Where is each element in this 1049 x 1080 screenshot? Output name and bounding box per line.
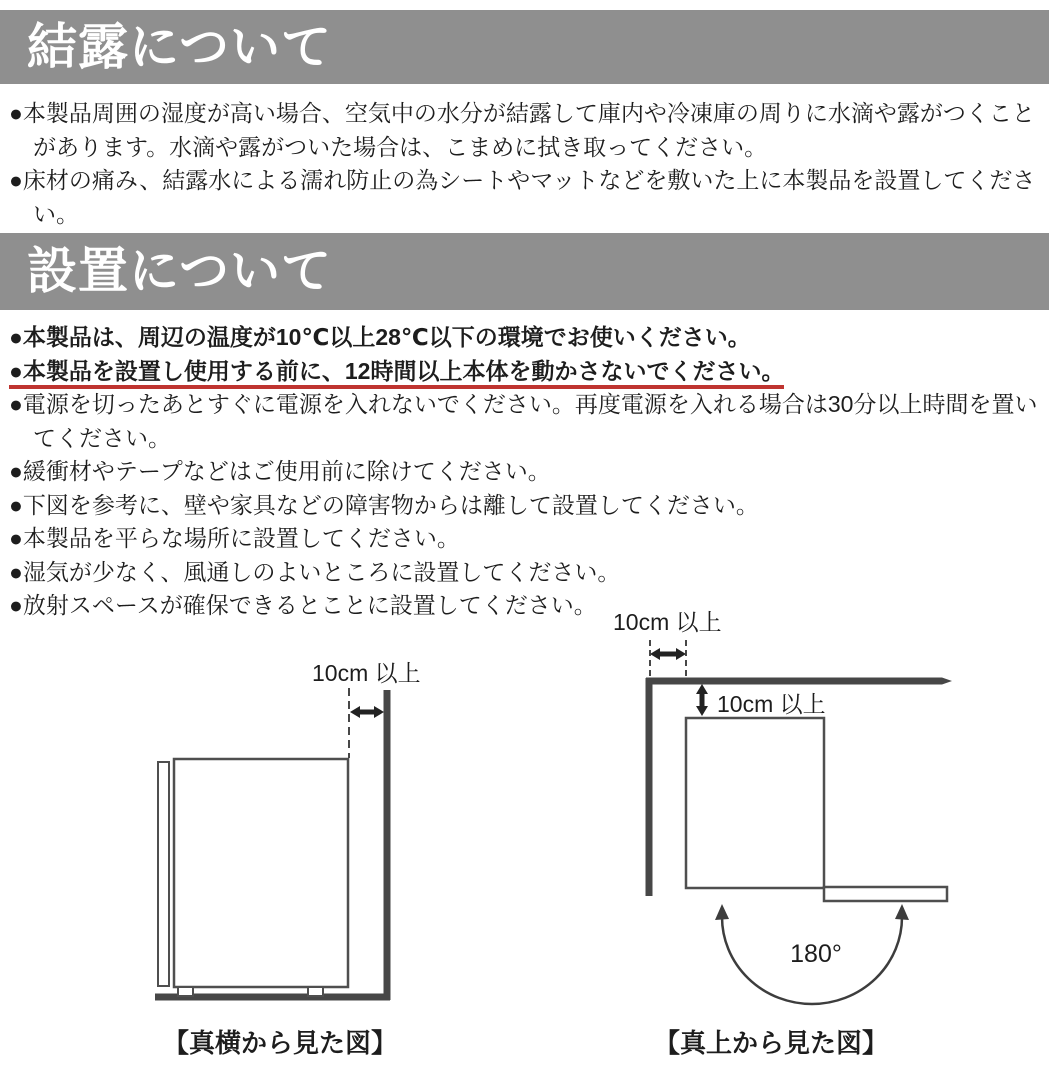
product-foot	[178, 987, 193, 996]
side-view-diagram	[138, 645, 450, 1065]
side-view-caption: 【真横から見た図】	[162, 1028, 398, 1058]
condensation-section-header	[0, 10, 1049, 84]
installation-section-header	[0, 233, 1049, 310]
arc-arrow-left	[715, 904, 729, 920]
installation-bullet: ●緩衝材やテープなどはご使用前に除けてください。	[9, 458, 551, 484]
installation-bullet-red-underlined	[9, 355, 1043, 389]
top-clearance-label: 10cm 以上	[613, 609, 722, 635]
installation-section-title: 設置について	[27, 243, 332, 299]
condensation-bullet: ●床材の痛み、結露水による濡れ防止の為シートやマットなどを敷いた上に本製品を設置してください。	[9, 167, 1036, 227]
installation-bullet: ●本製品を平らな場所に設置してください。	[9, 525, 460, 551]
back-clearance-label: 10cm 以上	[717, 691, 826, 717]
installation-bullet: ●電源を切ったあとすぐに電源を入れないでください。再度電源を入れる場合は30分以上時間を置いてください。	[9, 391, 1038, 451]
installation-bullet: ●本製品は、周辺の温度が10℃以上28℃以下の環境でお使いください。	[9, 324, 751, 350]
top-view-caption: 【真上から見た図】	[653, 1028, 889, 1058]
installation-bullet: ●放射スペースが確保できるとことに設置してください。	[9, 592, 597, 618]
condensation-section-title: 結露について	[27, 19, 332, 75]
door-open-180	[824, 887, 947, 901]
condensation-bullet-list	[9, 97, 1043, 231]
door-angle-label: 180°	[790, 940, 842, 968]
side-clearance-label: 10cm 以上	[312, 660, 421, 686]
arrow-head-up	[696, 684, 708, 694]
product-body	[174, 759, 348, 987]
product-door	[158, 762, 169, 986]
installation-bullet: ●湿気が少なく、風通しのよいところに設置してください。	[9, 558, 621, 585]
product-body-top-view	[686, 718, 824, 888]
arc-arrow-right	[895, 904, 909, 920]
installation-bullet-list	[9, 321, 1043, 623]
arrow-head-left	[350, 706, 360, 718]
arrow-head-down	[696, 706, 708, 716]
wall-end-point	[942, 678, 952, 685]
product-foot	[308, 987, 323, 996]
red-underlined-text: ●本製品を設置し使用する前に、12時間以上本体を動かさないでください。	[9, 358, 784, 389]
arrow-head-right	[374, 706, 384, 718]
top-view-diagram	[593, 596, 963, 1062]
installation-bullet: ●下図を参考に、壁や家具などの障害物からは離して設置してください。	[9, 491, 759, 518]
arrow-head-left	[650, 648, 660, 660]
arrow-head-right	[676, 648, 686, 660]
condensation-bullet: ●本製品周囲の湿度が高い場合、空気中の水分が結露して庫内や冷凍庫の周りに水滴や露がつくことがあります。水滴や露がついた場合は、こまめに拭き取ってください。	[9, 100, 1035, 160]
